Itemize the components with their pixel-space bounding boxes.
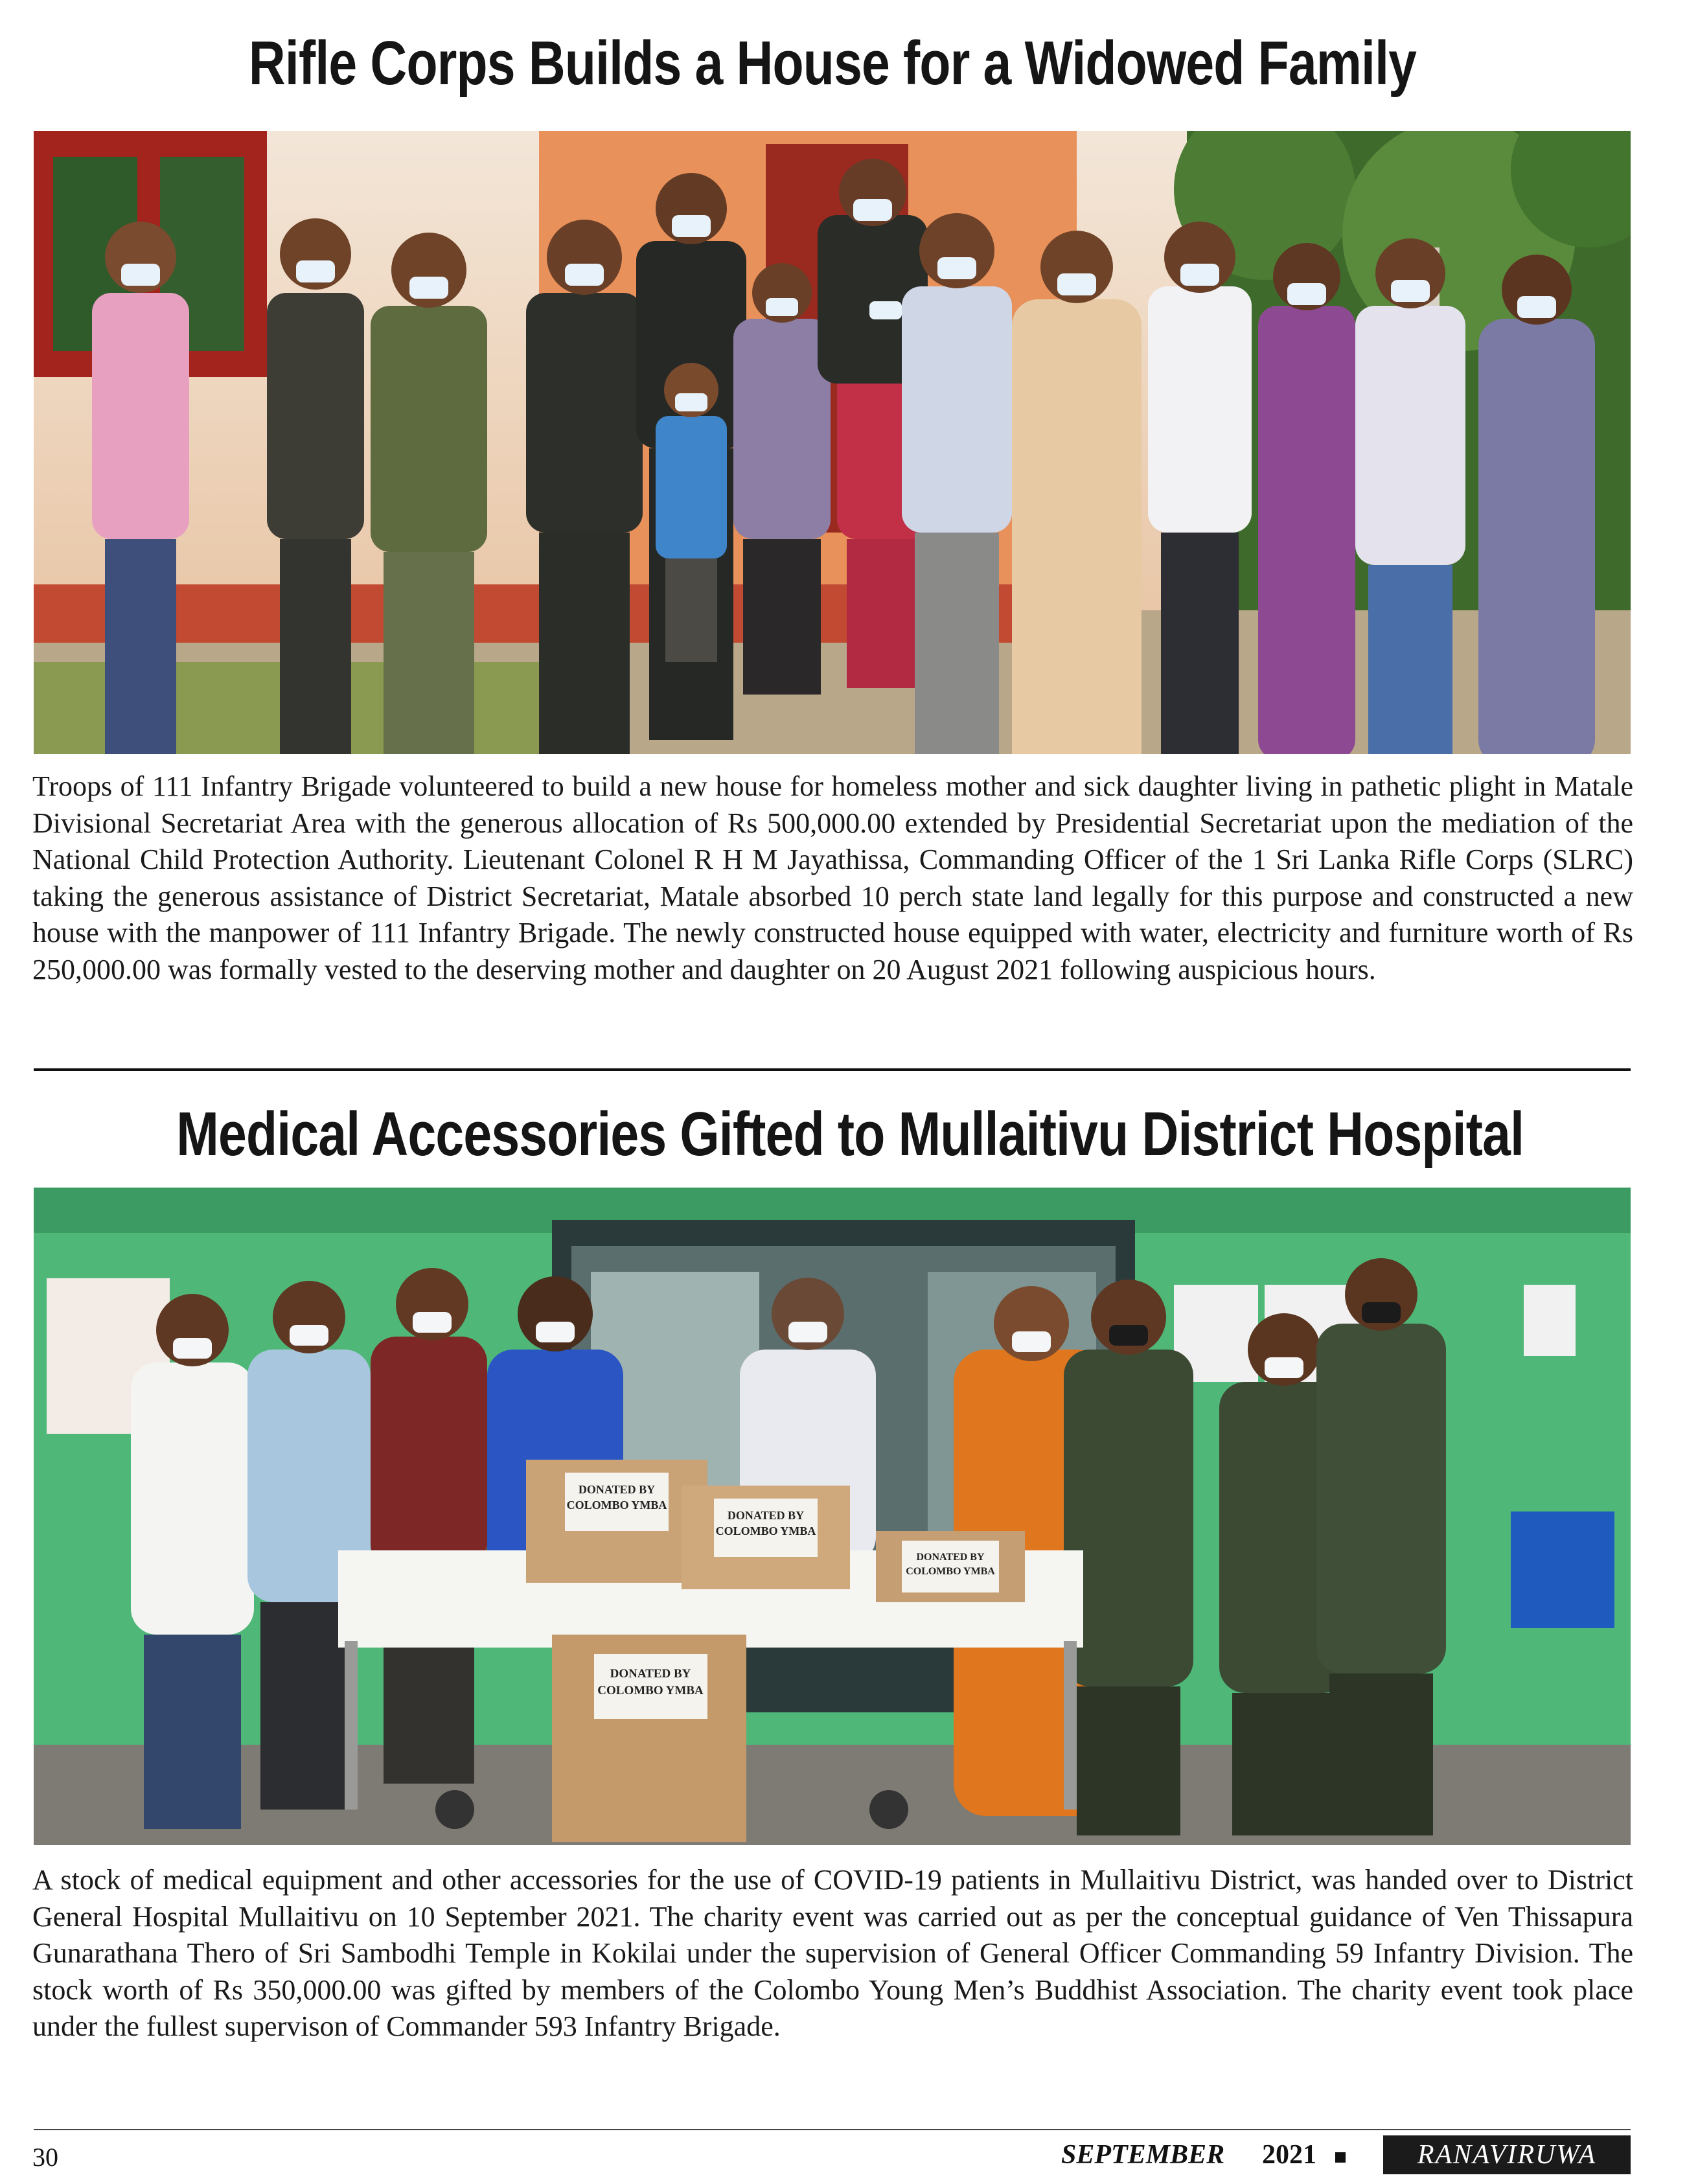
svg-text:DONATED BY: DONATED BY <box>610 1667 691 1681</box>
carton-label <box>594 1654 707 1719</box>
svg-text:COLOMBO YMBA: COLOMBO YMBA <box>597 1684 704 1697</box>
svg-text:COLOMBO YMBA: COLOMBO YMBA <box>715 1524 816 1537</box>
svg-text:DONATED BY: DONATED BY <box>916 1552 985 1563</box>
article-2-body: A stock of medical equipment and other accessories for the use of COVID-19 patients in Mullaitivu District, was handed over to District General Hospital Mullaitivu on 10 September 2021. The charity event was carried out as per the conceptual guidance of Ven Thissapura Gunarathana Thero of Sri Sambodhi Temple in Kokilai under the supervision of General Officer Commanding 59 Infantry Division. The stock worth of Rs 350,000.00 was gifted by members of the Colombo Young Men’s Buddhist Association. The charity event took place under the fullest supervison of Commander 593 Infantry Brigade. <box>32 1864 1633 2042</box>
svg-text:COLOMBO YMBA: COLOMBO YMBA <box>906 1566 995 1577</box>
svg-text:COLOMBO YMBA: COLOMBO YMBA <box>566 1499 667 1512</box>
footer-year: 2021 <box>1262 2140 1316 2170</box>
carton-label <box>565 1473 669 1531</box>
footer-square-bullet <box>1335 2152 1346 2163</box>
article-2-headline: Medical Accessories Gifted to Mullaitivu District Hospital <box>176 1099 1524 1169</box>
section-divider <box>34 1068 1631 1071</box>
publication-name: RANAVIRUWA <box>1383 2135 1631 2174</box>
hospital-donation-illustration <box>34 1188 1631 1845</box>
carton-label <box>902 1541 999 1592</box>
house-handover-illustration <box>34 131 1631 754</box>
article-1-body: Troops of 111 Infantry Brigade volunteered to build a new house for homeless mother and sick daughter living in pathetic plight in Matale Divisional Secretariat Area with the generous allocation of Rs 500,000.00 extended by Presidential Secretariat upon the mediation of the National Child Protection Authority. Lieutenant Colonel R H M Jayathissa, Commanding Officer of the 1 Sri Lanka Rifle Corps (SLRC) taking the generous assistance of District Secretariat, Matale absorbed 10 perch state land legally for this purpose and constructed a new house with the manpower of 111 Infantry Brigade. The newly constructed house equipped with water, electricity and furniture worth of Rs 250,000.00 was formally vested to the deserving mother and daughter on 20 August 2021 following auspicious hours. <box>32 770 1633 985</box>
footer-rule <box>34 2129 1631 2130</box>
footer-month: SEPTEMBER <box>1061 2140 1225 2170</box>
house-handover-photo <box>34 131 1631 754</box>
svg-text:DONATED BY: DONATED BY <box>578 1483 656 1496</box>
article-1-headline: Rifle Corps Builds a House for a Widowed Family <box>248 29 1417 98</box>
carton-label <box>714 1499 818 1557</box>
hospital-donation-photo <box>34 1188 1631 1845</box>
page-number: 30 <box>32 2143 58 2172</box>
svg-text:DONATED BY: DONATED BY <box>727 1509 805 1522</box>
